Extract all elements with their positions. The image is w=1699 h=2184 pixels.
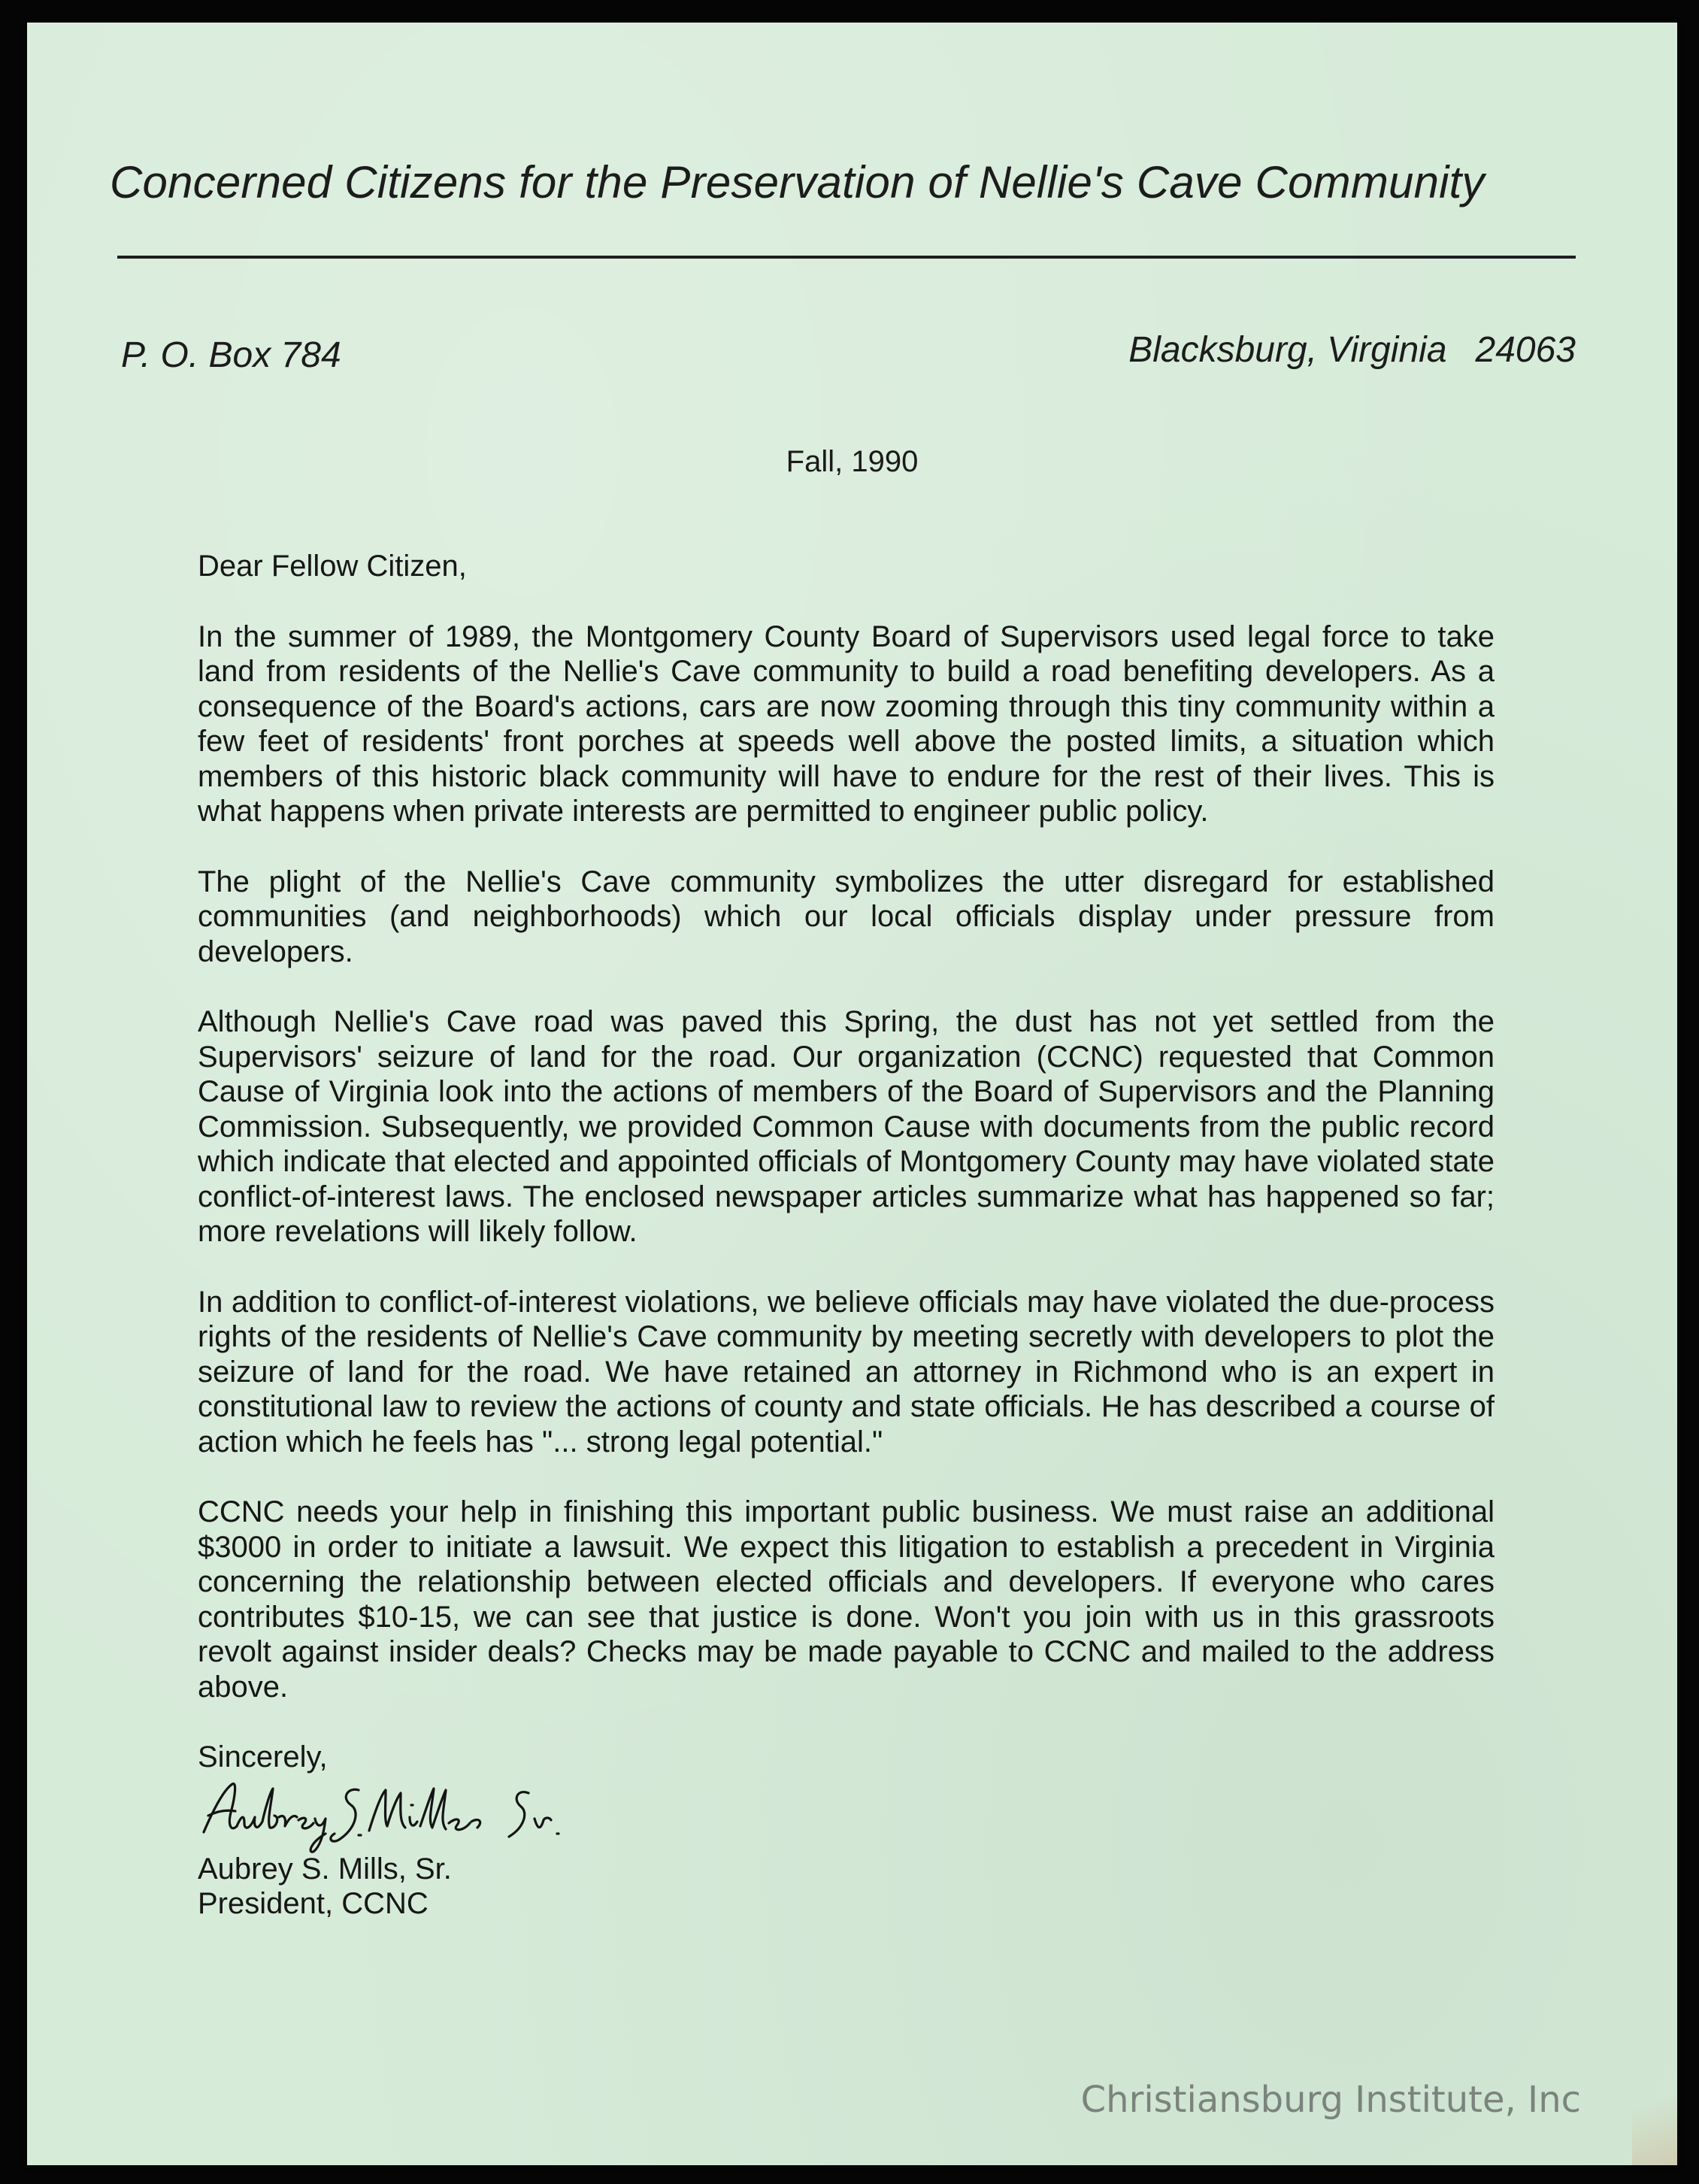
zip-code: 24063 bbox=[1475, 330, 1576, 370]
paragraph-4: In addition to conflict-of-interest violations, we believe officials may have violated the due-process rights of the residents of Nellie's Cave community by meeting secretly with developers to plot the seizure of land for the road. We have retained an attorney in Richmond who is an expert in constitutional law to review the actions of county and state officials. He has described a course of action which he feels has "... strong legal potential." bbox=[198, 1285, 1495, 1459]
archive-watermark: Christiansburg Institute, Inc bbox=[1080, 2079, 1581, 2121]
letter-date: Fall, 1990 bbox=[786, 445, 919, 478]
closing: Sincerely, bbox=[198, 1740, 328, 1774]
paragraph-1: In the summer of 1989, the Montgomery County Board of Supervisors used legal force to take land from residents of the Nellie's Cave community to build a road benefiting developers. As a consequence of the Board's actions, cars are now zooming through this tiny community within a few feet of residents' front porches at speeds well above the posted limits, a situation which members of this historic black community will have to endure for the rest of their lives. This is what happens when private interests are permitted to engineer public policy. bbox=[198, 619, 1495, 828]
signature-icon bbox=[198, 1774, 589, 1856]
letterhead-organization: Concerned Citizens for the Preservation of Nellie's Cave Community bbox=[110, 157, 1485, 207]
paragraph-2: The plight of the Nellie's Cave community symbolizes the utter disregard for established communities (and neighborhoods) which our local officials display under pressure from developers. bbox=[198, 865, 1495, 968]
city-state-zip bbox=[1128, 329, 1576, 371]
letter-body bbox=[198, 549, 1495, 1922]
city-state: Blacksburg, Virginia bbox=[1128, 330, 1447, 370]
handwritten-signature bbox=[198, 1780, 1495, 1852]
salutation: Dear Fellow Citizen, bbox=[198, 550, 467, 583]
letterhead-divider bbox=[117, 256, 1576, 259]
paper-corner-stain bbox=[1632, 2075, 1677, 2165]
paragraph-3: Although Nellie's Cave road was paved this Spring, the dust has not yet settled from the Supervisors' seizure of land for the road. Our organization (CCNC) requested that Common Cause of Virginia look into the actions of members of the Board of Supervisors and the Planning Commission. Subsequently, we provided Common Cause with documents from the public record which indicate that elected and appointed officials of Montgomery County may have violated state conflict-of-interest laws. The enclosed newspaper articles summarize what has happened so far; more revelations will likely follow. bbox=[198, 1005, 1495, 1248]
paragraph-5: CCNC needs your help in finishing this important public business. We must raise an additional $3000 in order to initiate a lawsuit. We expect this litigation to establish a precedent in Virginia concerning the relationship between elected officials and developers. If everyone who cares contributes $10-15, we can see that justice is done. Won't you join with us in this grassroots revolt against insider deals? Checks may be made payable to CCNC and mailed to the address above. bbox=[198, 1495, 1495, 1704]
signer-name: Aubrey S. Mills, Sr. bbox=[198, 1852, 452, 1886]
letter-sheet bbox=[27, 23, 1677, 2165]
po-box: P. O. Box 784 bbox=[121, 335, 341, 375]
signer-title: President, CCNC bbox=[198, 1887, 429, 1920]
